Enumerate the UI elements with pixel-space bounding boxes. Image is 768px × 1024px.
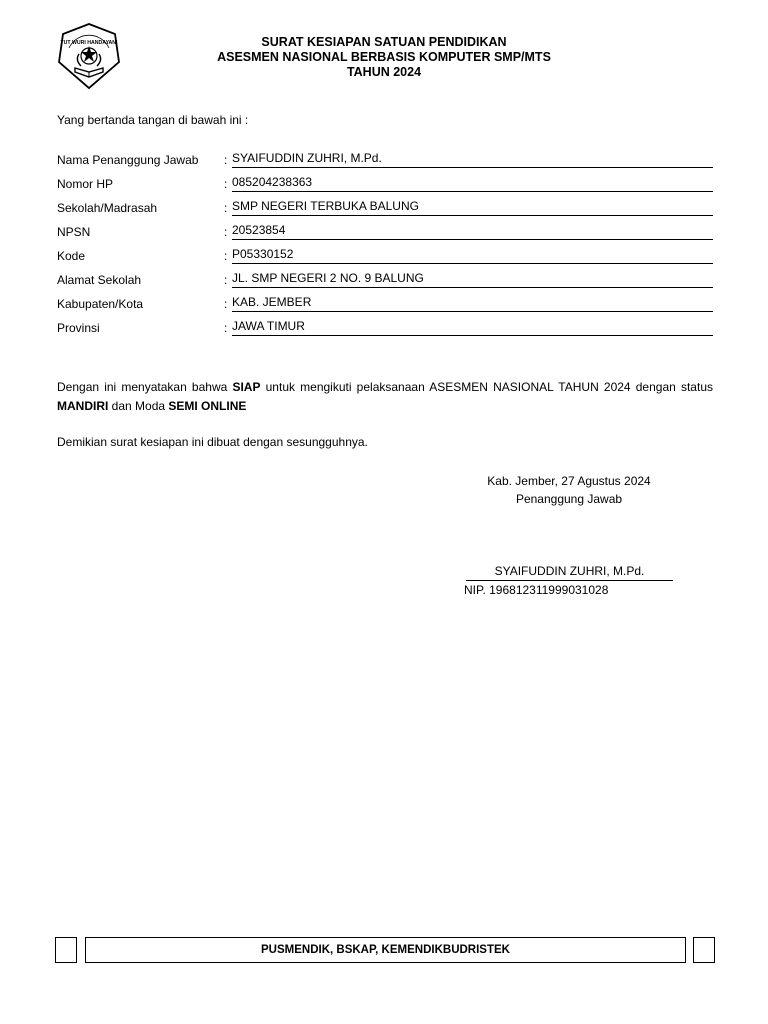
field-colon: : <box>224 153 228 167</box>
identity-fields <box>57 150 713 342</box>
field-colon: : <box>224 249 228 263</box>
field-row-kode <box>57 246 713 270</box>
statement-part2: untuk mengikuti pelaksanaan ASESMEN NASIONAL TAHUN 2024 dengan status <box>260 380 713 394</box>
field-label: Alamat Sekolah <box>57 273 142 287</box>
signature-nip: NIP. 196812311999031028 <box>464 583 609 597</box>
field-value: SMP NEGERI TERBUKA BALUNG <box>232 199 713 216</box>
statement-status-mode: MANDIRI <box>57 399 109 413</box>
field-label: Kode <box>57 249 86 263</box>
footer-bar: PUSMENDIK, BSKAP, KEMENDIKBUDRISTEK <box>85 937 686 963</box>
intro-text: Yang bertanda tangan di bawah ini : <box>57 113 249 127</box>
field-value: JL. SMP NEGERI 2 NO. 9 BALUNG <box>232 271 713 288</box>
statement-part3: dan Moda <box>108 399 169 413</box>
field-colon: : <box>224 273 228 287</box>
field-row-kabupaten <box>57 294 713 318</box>
field-label: NPSN <box>57 225 91 239</box>
statement-moda: SEMI ONLINE <box>168 399 247 413</box>
signature-role: Penanggung Jawab <box>515 492 623 506</box>
footer-box-right <box>693 937 715 963</box>
field-label: Kabupaten/Kota <box>57 297 144 311</box>
field-row-alamat <box>57 270 713 294</box>
header-title-line3: TAHUN 2024 <box>346 65 422 79</box>
field-value: SYAIFUDDIN ZUHRI, M.Pd. <box>232 151 713 168</box>
field-row-npsn <box>57 222 713 246</box>
header-title-line1: SURAT KESIAPAN SATUAN PENDIDIKAN <box>261 35 507 49</box>
field-label: Sekolah/Madrasah <box>57 201 158 215</box>
field-colon: : <box>224 201 228 215</box>
signature-name: SYAIFUDDIN ZUHRI, M.Pd. <box>466 564 673 581</box>
field-label: Nama Penanggung Jawab <box>57 153 199 167</box>
statement-part1: Dengan ini menyatakan bahwa <box>57 380 233 394</box>
field-colon: : <box>224 225 228 239</box>
field-colon: : <box>224 297 228 311</box>
signature-place-date: Kab. Jember, 27 Agustus 2024 <box>487 474 651 488</box>
logo-motto: TUT WURI HANDAYANI <box>60 40 118 46</box>
document-header <box>0 35 768 80</box>
field-row-provinsi <box>57 318 713 342</box>
field-label: Nomor HP <box>57 177 114 191</box>
field-label: Provinsi <box>57 321 100 335</box>
field-row-nomor-hp <box>57 174 713 198</box>
field-value: 085204238363 <box>232 175 713 192</box>
header-title-line2: ASESMEN NASIONAL BERBASIS KOMPUTER SMP/MTS <box>217 50 551 64</box>
statement-paragraph <box>57 378 713 416</box>
field-value: P05330152 <box>232 247 713 264</box>
field-colon: : <box>224 177 228 191</box>
closing-text: Demikian surat kesiapan ini dibuat dengan sesungguhnya. <box>57 435 368 449</box>
field-value: KAB. JEMBER <box>232 295 713 312</box>
field-row-nama <box>57 150 713 174</box>
field-value: 20523854 <box>232 223 713 240</box>
statement-status-word: SIAP <box>232 380 261 394</box>
field-colon: : <box>224 321 228 335</box>
field-row-sekolah <box>57 198 713 222</box>
footer-box-left <box>55 937 77 963</box>
field-value: JAWA TIMUR <box>232 319 713 336</box>
